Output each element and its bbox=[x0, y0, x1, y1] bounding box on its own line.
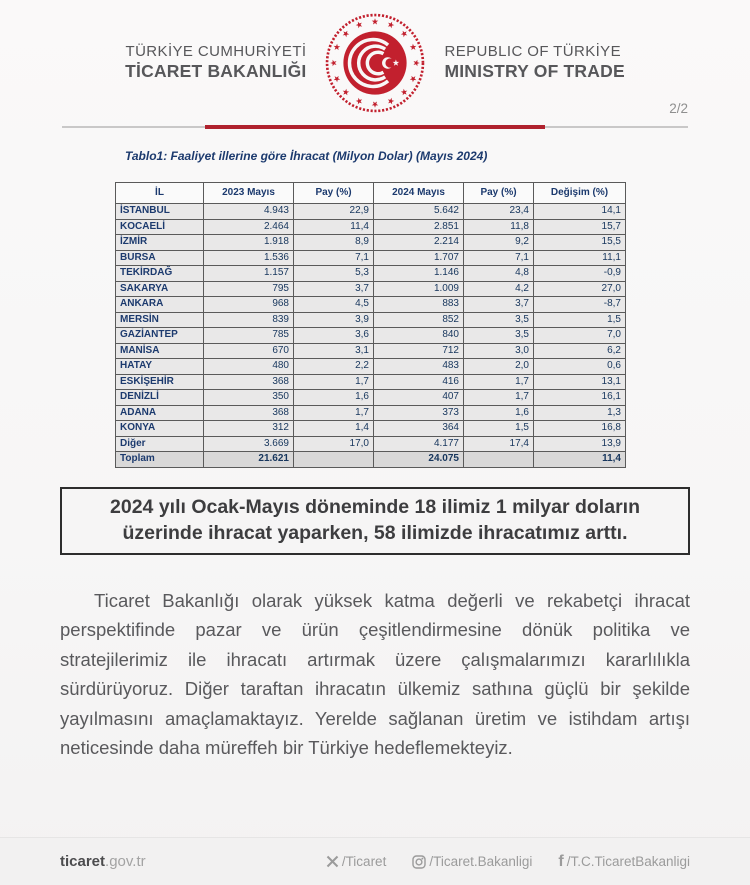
value-cell: 6,2 bbox=[534, 343, 626, 359]
value-cell: 0,6 bbox=[534, 359, 626, 375]
value-cell: 364 bbox=[374, 421, 464, 437]
facebook-handle: /T.C.TicaretBakanligi bbox=[566, 854, 690, 869]
value-cell: 7,1 bbox=[464, 250, 534, 266]
value-cell: 1.536 bbox=[204, 250, 294, 266]
table-total-row bbox=[116, 452, 626, 468]
table-body bbox=[116, 204, 626, 468]
value-cell: -0,9 bbox=[534, 266, 626, 282]
value-cell: 1,5 bbox=[534, 312, 626, 328]
value-cell: 1,4 bbox=[294, 421, 374, 437]
ministry-name-en-line2: MINISTRY OF TRADE bbox=[444, 61, 625, 82]
value-cell: 8,9 bbox=[294, 235, 374, 251]
value-cell: 795 bbox=[204, 281, 294, 297]
value-cell: 9,2 bbox=[464, 235, 534, 251]
value-cell: 712 bbox=[374, 343, 464, 359]
province-cell: Toplam bbox=[116, 452, 204, 468]
value-cell: 11,1 bbox=[534, 250, 626, 266]
headline-banner bbox=[60, 487, 690, 555]
province-cell: Diğer bbox=[116, 436, 204, 452]
value-cell: 1,7 bbox=[294, 374, 374, 390]
column-header: İL bbox=[116, 183, 204, 204]
value-cell: 3.669 bbox=[204, 436, 294, 452]
value-cell: 24.075 bbox=[374, 452, 464, 468]
province-cell: HATAY bbox=[116, 359, 204, 375]
province-cell: SAKARYA bbox=[116, 281, 204, 297]
value-cell: 13,9 bbox=[534, 436, 626, 452]
province-cell: MANİSA bbox=[116, 343, 204, 359]
ministry-name-tr-line1: TÜRKİYE CUMHURİYETİ bbox=[125, 42, 307, 60]
headline-text: 2024 yılı Ocak-Mayıs döneminde 18 ilimiz 1 milyar doların üzerinde ihracat yaparken, 58 ilimizde ihracatımız arttı. bbox=[110, 496, 640, 544]
value-cell: 15,5 bbox=[534, 235, 626, 251]
province-cell: ADANA bbox=[116, 405, 204, 421]
value-cell: 368 bbox=[204, 405, 294, 421]
value-cell: 3,7 bbox=[294, 281, 374, 297]
value-cell: 840 bbox=[374, 328, 464, 344]
table-row bbox=[116, 312, 626, 328]
value-cell: 4.943 bbox=[204, 204, 294, 220]
ministry-name-english bbox=[444, 43, 624, 84]
value-cell: 373 bbox=[374, 405, 464, 421]
province-cell: TEKİRDAĞ bbox=[116, 266, 204, 282]
value-cell: 17,0 bbox=[294, 436, 374, 452]
page-indicator: 2/2 bbox=[669, 101, 688, 116]
table-header-row bbox=[116, 183, 626, 204]
value-cell bbox=[294, 452, 374, 468]
column-header: Pay (%) bbox=[294, 183, 374, 204]
facebook-icon: f bbox=[558, 852, 564, 870]
province-cell: İZMİR bbox=[116, 235, 204, 251]
header-divider-red-segment bbox=[205, 125, 545, 130]
province-cell: ESKİŞEHİR bbox=[116, 374, 204, 390]
value-cell: 883 bbox=[374, 297, 464, 313]
instagram-icon bbox=[412, 855, 426, 869]
province-cell: KONYA bbox=[116, 421, 204, 437]
footer bbox=[0, 837, 750, 885]
value-cell: 1,5 bbox=[464, 421, 534, 437]
value-cell: 1.918 bbox=[204, 235, 294, 251]
value-cell: 785 bbox=[204, 328, 294, 344]
table-row bbox=[116, 328, 626, 344]
value-cell: 11,4 bbox=[534, 452, 626, 468]
value-cell: 15,7 bbox=[534, 219, 626, 235]
value-cell: 4,5 bbox=[294, 297, 374, 313]
table-row bbox=[116, 281, 626, 297]
value-cell: 1,6 bbox=[464, 405, 534, 421]
value-cell: 1.146 bbox=[374, 266, 464, 282]
value-cell: 852 bbox=[374, 312, 464, 328]
instagram-link[interactable] bbox=[412, 854, 532, 869]
table-row bbox=[116, 343, 626, 359]
body-paragraph: Ticaret Bakanlığı olarak yüksek katma değerli ve rekabetçi ihracat perspektifinde pazar ve ürün çeşitlendirmesine dönük politika ve stratejilerimiz ile ihracatı artırmak üzere çalışmalarımızı kararlılıkla sürdürüyoruz. Diğer taraftan ihracatın ülkemiz sathına güçlü bir şekilde yayılmasını amaçlamaktayız. Yerelde sağlanan üretim ve istihdam artışı neticesinde daha müreffeh bir Türkiye hedeflemekteyiz. bbox=[60, 589, 690, 758]
province-cell: BURSA bbox=[116, 250, 204, 266]
value-cell: 3,9 bbox=[294, 312, 374, 328]
province-cell: İSTANBUL bbox=[116, 204, 204, 220]
export-by-province-table bbox=[115, 182, 626, 468]
value-cell: 7,1 bbox=[294, 250, 374, 266]
facebook-link[interactable] bbox=[558, 854, 690, 869]
value-cell: 4.177 bbox=[374, 436, 464, 452]
value-cell: 2,2 bbox=[294, 359, 374, 375]
table-row bbox=[116, 250, 626, 266]
table-row bbox=[116, 235, 626, 251]
value-cell bbox=[464, 452, 534, 468]
value-cell: 16,1 bbox=[534, 390, 626, 406]
ministry-of-trade-emblem-icon bbox=[324, 12, 426, 114]
value-cell: 2.464 bbox=[204, 219, 294, 235]
value-cell: 2.851 bbox=[374, 219, 464, 235]
value-cell: 350 bbox=[204, 390, 294, 406]
value-cell: 5,3 bbox=[294, 266, 374, 282]
website-link[interactable] bbox=[60, 853, 146, 870]
value-cell: 2.214 bbox=[374, 235, 464, 251]
value-cell: 1,7 bbox=[464, 390, 534, 406]
table-row bbox=[116, 219, 626, 235]
value-cell: 3,6 bbox=[294, 328, 374, 344]
value-cell: 407 bbox=[374, 390, 464, 406]
column-header: Pay (%) bbox=[464, 183, 534, 204]
value-cell: 5.642 bbox=[374, 204, 464, 220]
column-header: 2024 Mayıs bbox=[374, 183, 464, 204]
value-cell: 22,9 bbox=[294, 204, 374, 220]
value-cell: 312 bbox=[204, 421, 294, 437]
value-cell: 1,7 bbox=[464, 374, 534, 390]
province-cell: ANKARA bbox=[116, 297, 204, 313]
value-cell: 16,8 bbox=[534, 421, 626, 437]
table-row bbox=[116, 405, 626, 421]
value-cell: 480 bbox=[204, 359, 294, 375]
value-cell: 968 bbox=[204, 297, 294, 313]
province-cell: KOCAELİ bbox=[116, 219, 204, 235]
value-cell: 368 bbox=[204, 374, 294, 390]
table-row bbox=[116, 359, 626, 375]
value-cell: 1.157 bbox=[204, 266, 294, 282]
value-cell: 483 bbox=[374, 359, 464, 375]
province-cell: DENİZLİ bbox=[116, 390, 204, 406]
table-row bbox=[116, 374, 626, 390]
value-cell: 1,7 bbox=[294, 405, 374, 421]
value-cell: 670 bbox=[204, 343, 294, 359]
value-cell: 3,0 bbox=[464, 343, 534, 359]
table-row bbox=[116, 421, 626, 437]
value-cell: 27,0 bbox=[534, 281, 626, 297]
value-cell: 11,8 bbox=[464, 219, 534, 235]
value-cell: 1.009 bbox=[374, 281, 464, 297]
value-cell: 21.621 bbox=[204, 452, 294, 468]
table-row bbox=[116, 436, 626, 452]
value-cell: 1,6 bbox=[294, 390, 374, 406]
value-cell: 4,8 bbox=[464, 266, 534, 282]
value-cell: 4,2 bbox=[464, 281, 534, 297]
column-header: 2023 Mayıs bbox=[204, 183, 294, 204]
value-cell: 13,1 bbox=[534, 374, 626, 390]
value-cell: 3,7 bbox=[464, 297, 534, 313]
value-cell: 3,5 bbox=[464, 328, 534, 344]
value-cell: 11,4 bbox=[294, 219, 374, 235]
value-cell: 1.707 bbox=[374, 250, 464, 266]
instagram-handle: /Ticaret.Bakanligi bbox=[429, 854, 533, 869]
value-cell: 17,4 bbox=[464, 436, 534, 452]
twitter-x-link[interactable] bbox=[326, 854, 387, 869]
value-cell: 14,1 bbox=[534, 204, 626, 220]
header bbox=[0, 12, 750, 114]
table-row bbox=[116, 297, 626, 313]
table-row bbox=[116, 266, 626, 282]
value-cell: 3,1 bbox=[294, 343, 374, 359]
x-icon bbox=[326, 855, 339, 868]
table-title: Tablo1: Faaliyet illerine göre İhracat (Milyon Dolar) (Mayıs 2024) bbox=[125, 149, 488, 163]
value-cell: 23,4 bbox=[464, 204, 534, 220]
value-cell: 416 bbox=[374, 374, 464, 390]
website-rest-part: .gov.tr bbox=[105, 853, 146, 870]
ministry-name-turkish bbox=[125, 43, 306, 84]
value-cell: 7,0 bbox=[534, 328, 626, 344]
value-cell: 3,5 bbox=[464, 312, 534, 328]
ministry-name-tr-line2: TİCARET BAKANLIĞI bbox=[125, 61, 307, 82]
table-row bbox=[116, 204, 626, 220]
column-header: Değişim (%) bbox=[534, 183, 626, 204]
province-cell: GAZİANTEP bbox=[116, 328, 204, 344]
value-cell: -8,7 bbox=[534, 297, 626, 313]
social-links bbox=[326, 854, 690, 869]
table-row bbox=[116, 390, 626, 406]
value-cell: 2,0 bbox=[464, 359, 534, 375]
twitter-x-handle: /Ticaret bbox=[341, 854, 387, 869]
value-cell: 1,3 bbox=[534, 405, 626, 421]
website-bold-part: ticaret bbox=[60, 853, 106, 870]
value-cell: 839 bbox=[204, 312, 294, 328]
province-cell: MERSİN bbox=[116, 312, 204, 328]
ministry-name-en-line1: REPUBLIC OF TÜRKİYE bbox=[444, 42, 621, 60]
